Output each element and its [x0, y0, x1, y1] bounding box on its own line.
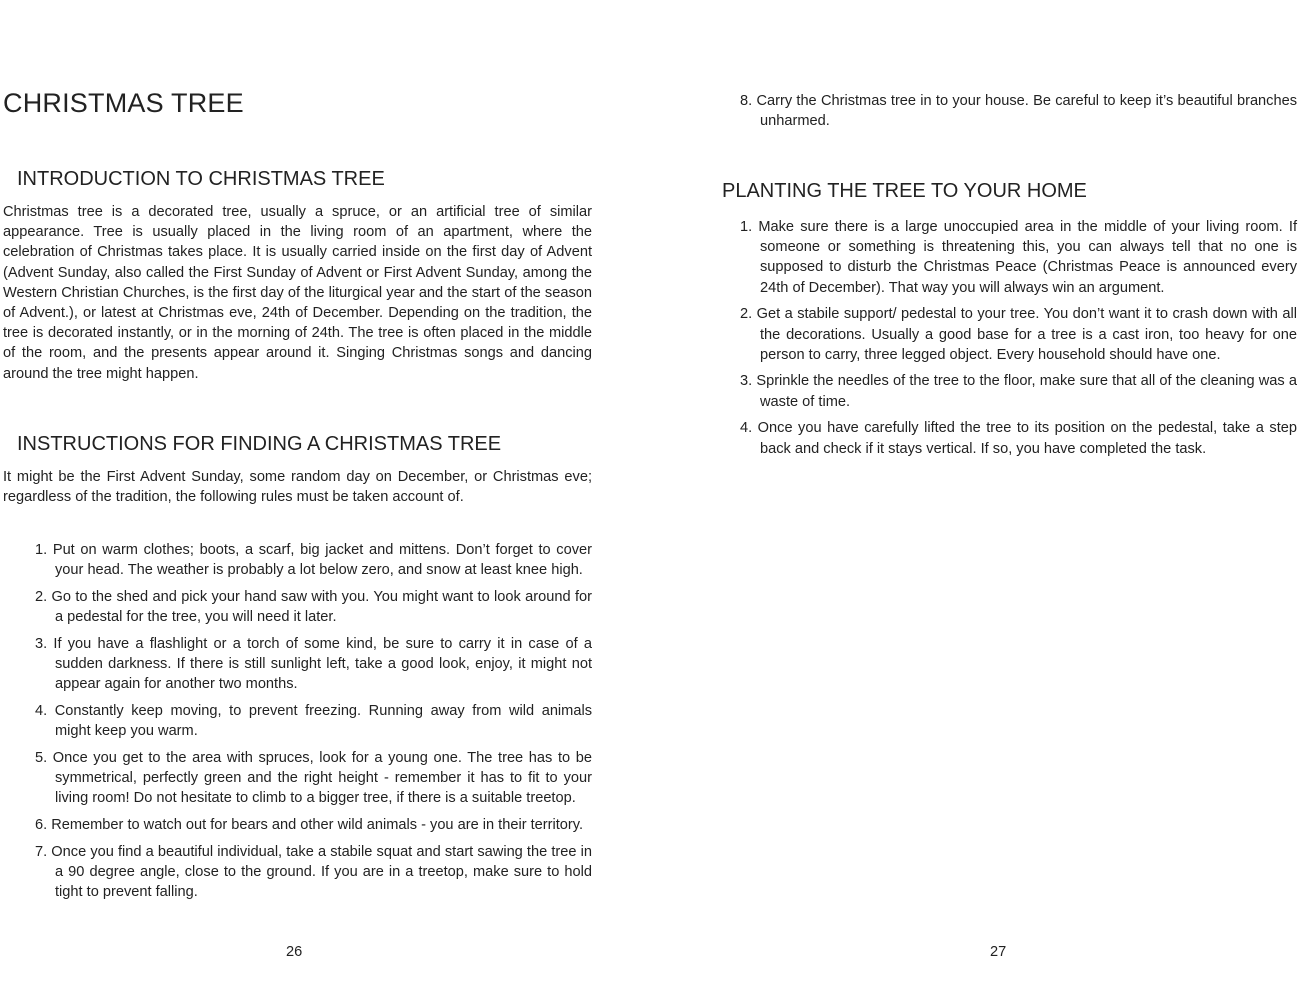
list-item: 8. Carry the Christmas tree in to your house. Be careful to keep it’s beautiful branches unharmed. — [740, 93, 1297, 130]
list-item: 5. Once you get to the area with spruces, look for a young one. The tree has to be symmetrical, perfectly green and the right height - remember it has to fit to your living room! Do not hesitate to climb to a bigger tree, if there is a suitable treetop. — [35, 749, 592, 807]
list-item: 6. Remember to watch out for bears and other wild animals - you are in their territory. — [35, 816, 584, 833]
list-item: 3. If you have a flashlight or a torch of some kind, be sure to carry it in case of a sudden darkness. If there is still sunlight left, take a good look, enjoy, it might not appear again for another two months. — [35, 635, 592, 693]
list-item: 4. Once you have carefully lifted the tree to its position on the pedestal, take a step back and check if it stays vertical. If so, you have completed the task. — [740, 420, 1297, 457]
continued-steps-list — [740, 91, 1297, 138]
page-number: 27 — [990, 944, 1007, 960]
list-item: 1. Make sure there is a large unoccupied area in the middle of your living room. If someone or something is threatening this, you can always tell that no one is supposed to disturb the Christmas Peace (Christmas Peace is announced every 24th of December). That way you will always win an argument. — [740, 219, 1297, 296]
list-item: 7. Once you find a beautiful individual, take a stabile squat and start sawing the tree in a 90 degree angle, close to the ground. If you are in a treetop, make sure to hold tight to prevent falling. — [35, 843, 592, 901]
list-item: 2. Get a stabile support/ pedestal to your tree. You don’t want it to crash down with all the decorations. Usually a good base for a tree is a cast iron, too heavy for one person to carry, three legged object. Every household should have one. — [740, 306, 1297, 363]
intro-heading: INTRODUCTION TO CHRISTMAS TREE — [17, 168, 385, 190]
right-page — [650, 0, 1300, 1000]
list-item: 2. Go to the shed and pick your hand saw with you. You might want to look around for a pedestal for the tree, you will need it later. — [35, 588, 592, 626]
planting-heading: PLANTING THE TREE TO YOUR HOME — [722, 180, 1087, 202]
instructions-heading: INSTRUCTIONS FOR FINDING A CHRISTMAS TREE — [17, 433, 502, 455]
list-item: 4. Constantly keep moving, to prevent freezing. Running away from wild animals might keep you warm. — [35, 702, 592, 740]
intro-paragraph: Christmas tree is a decorated tree, usually a spruce, or an artificial tree of similar appearance. Tree is usually placed in the living room of an apartment, where the celebration of Christmas takes place. It is usually carried inside on the first day of Advent (Advent Sunday, also called the First Sunday of Advent or First Advent Sunday, among the Western Christian Churches, is the first day of the liturgical year and the start of the season of Advent.), or latest at Christmas eve, 24th of December. Depending on the tradition, the tree is decorated instantly, or in the morning of 24th. The tree is often placed in the middle of the room, and the presents appear around it. Singing Christmas songs and dancing around the tree might happen. — [3, 204, 592, 382]
instructions-paragraph: It might be the First Advent Sunday, some random day on December, or Christmas eve; regardless of the tradition, the following rules must be taken account of. — [3, 469, 592, 506]
page-title: CHRISTMAS TREE — [3, 88, 244, 118]
planting-steps-list — [740, 217, 1297, 465]
finding-steps-list — [35, 540, 592, 909]
page-number: 26 — [286, 944, 303, 960]
list-item: 3. Sprinkle the needles of the tree to the floor, make sure that all of the cleaning was a waste of time. — [740, 373, 1297, 410]
list-item: 1. Put on warm clothes; boots, a scarf, big jacket and mittens. Don’t forget to cover your head. The weather is probably a lot below zero, and snow at least knee high. — [35, 542, 592, 579]
